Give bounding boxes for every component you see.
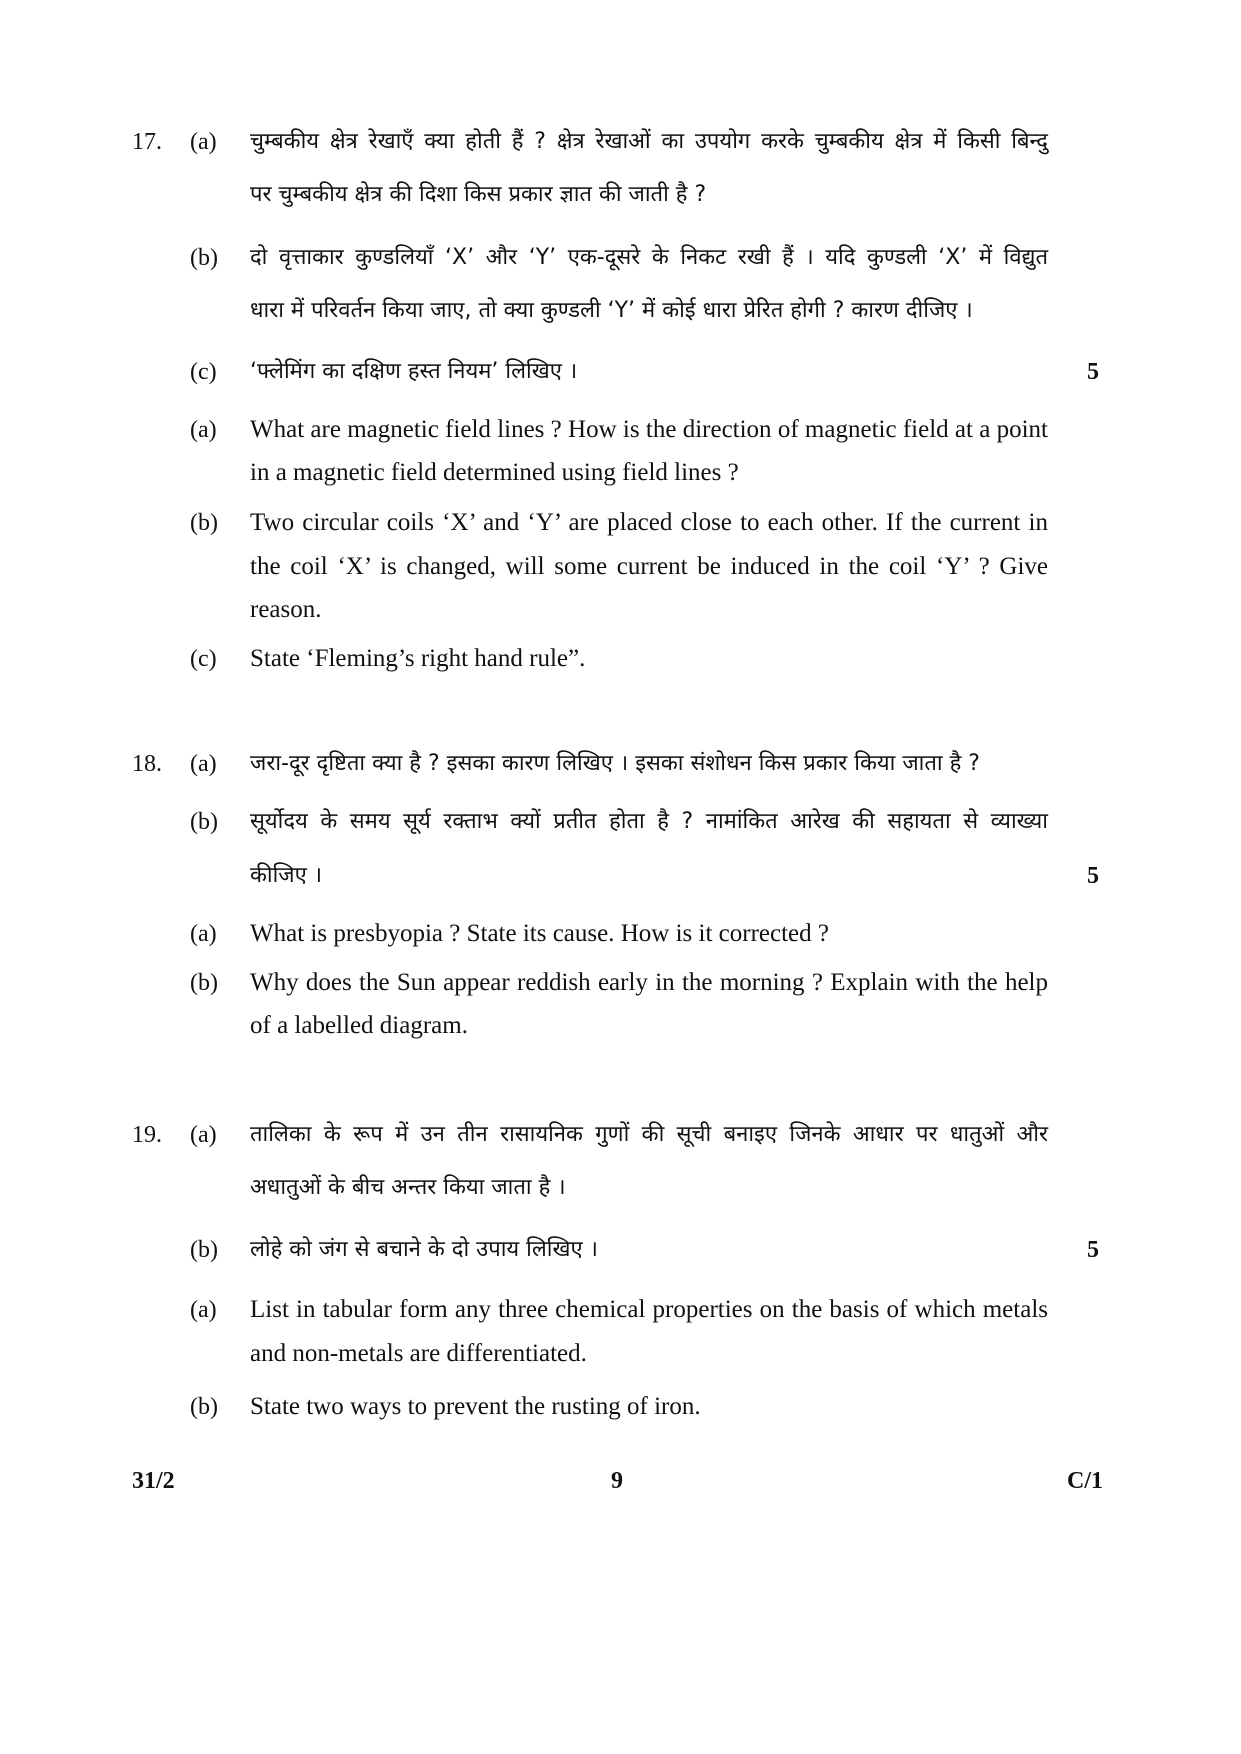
- question-number: 17.: [132, 129, 162, 155]
- part-label: (a): [190, 921, 217, 947]
- part-label: (c): [190, 646, 217, 672]
- question-text-english: State ‘Fleming’s right hand rule”.: [250, 645, 586, 672]
- question-text-english: and non-metals are differentiated.: [250, 1340, 587, 1367]
- marks: 5: [1087, 1237, 1099, 1263]
- question-text-english: of a labelled diagram.: [250, 1012, 468, 1039]
- question-text-hindi: धारा में परिवर्तन किया जाए, तो क्या कुण्डली ‘Y’ में कोई धारा प्रेरित होगी ? कारण दीजिए ।: [250, 298, 973, 323]
- question-text-hindi: कीजिए ।: [250, 863, 323, 888]
- paper-code: 31/2: [132, 1468, 175, 1494]
- question-text-english: in a magnetic field determined using field lines ?: [250, 459, 739, 486]
- part-label: (b): [190, 1394, 218, 1420]
- part-label: (b): [190, 1237, 218, 1263]
- question-number: 18.: [132, 751, 162, 777]
- page-number: 9: [611, 1468, 623, 1494]
- question-text-hindi: सूर्योदय के समय सूर्य रक्ताभ क्यों प्रतीत होता है ? नामांकित आरेख की सहायता से व्याख्या: [250, 809, 1048, 834]
- question-text-english: List in tabular form any three chemical properties on the basis of which metals: [250, 1296, 1048, 1323]
- question-text-hindi: पर चुम्बकीय क्षेत्र की दिशा किस प्रकार ज्ञात की जाती है ?: [250, 182, 707, 207]
- part-label: (a): [190, 1297, 217, 1323]
- question-text-hindi: ‘फ्लेमिंग का दक्षिण हस्त नियम’ लिखिए ।: [250, 359, 578, 384]
- part-label: (a): [190, 751, 217, 777]
- question-text-english: What is presbyopia ? State its cause. How is it corrected ?: [250, 920, 829, 947]
- part-label: (b): [190, 245, 218, 271]
- question-text-english: the coil ‘X’ is changed, will some current be induced in the coil ‘Y’ ? Give: [250, 553, 1048, 580]
- part-label: (b): [190, 970, 218, 996]
- question-text-hindi: तालिका के रूप में उन तीन रासायनिक गुणों की सूची बनाइए जिनके आधार पर धातुओं और: [250, 1122, 1048, 1147]
- part-label: (c): [190, 359, 217, 385]
- question-text-hindi: जरा-दूर दृष्टिता क्या है ? इसका कारण लिखिए । इसका संशोधन किस प्रकार किया जाता है ?: [250, 751, 980, 776]
- marks: 5: [1087, 863, 1099, 889]
- set-code: C/1: [1067, 1468, 1103, 1494]
- part-label: (a): [190, 129, 217, 155]
- part-label: (a): [190, 417, 217, 443]
- part-label: (b): [190, 510, 218, 536]
- question-number: 19.: [132, 1122, 162, 1148]
- part-label: (a): [190, 1122, 217, 1148]
- question-text-hindi: लोहे को जंग से बचाने के दो उपाय लिखिए ।: [250, 1237, 598, 1262]
- part-label: (b): [190, 809, 218, 835]
- question-text-hindi: दो वृत्ताकार कुण्डलियाँ ‘X’ और ‘Y’ एक-दूसरे के निकट रखी हैं । यदि कुण्डली ‘X’ में विद्युत: [250, 245, 1048, 270]
- question-text-english: What are magnetic field lines ? How is the direction of magnetic field at a point: [250, 416, 1048, 443]
- marks: 5: [1087, 359, 1099, 385]
- question-text-hindi: चुम्बकीय क्षेत्र रेखाएँ क्या होती हैं ? क्षेत्र रेखाओं का उपयोग करके चुम्बकीय क्षेत्र में किसी बिन्दु: [250, 129, 1048, 154]
- question-text-english: reason.: [250, 596, 322, 623]
- question-text-english: Two circular coils ‘X’ and ‘Y’ are placed close to each other. If the current in: [250, 509, 1048, 536]
- question-text-english: State two ways to prevent the rusting of iron.: [250, 1393, 701, 1420]
- question-text-english: Why does the Sun appear reddish early in the morning ? Explain with the help: [250, 969, 1048, 996]
- question-text-hindi: अधातुओं के बीच अन्तर किया जाता है ।: [250, 1175, 566, 1200]
